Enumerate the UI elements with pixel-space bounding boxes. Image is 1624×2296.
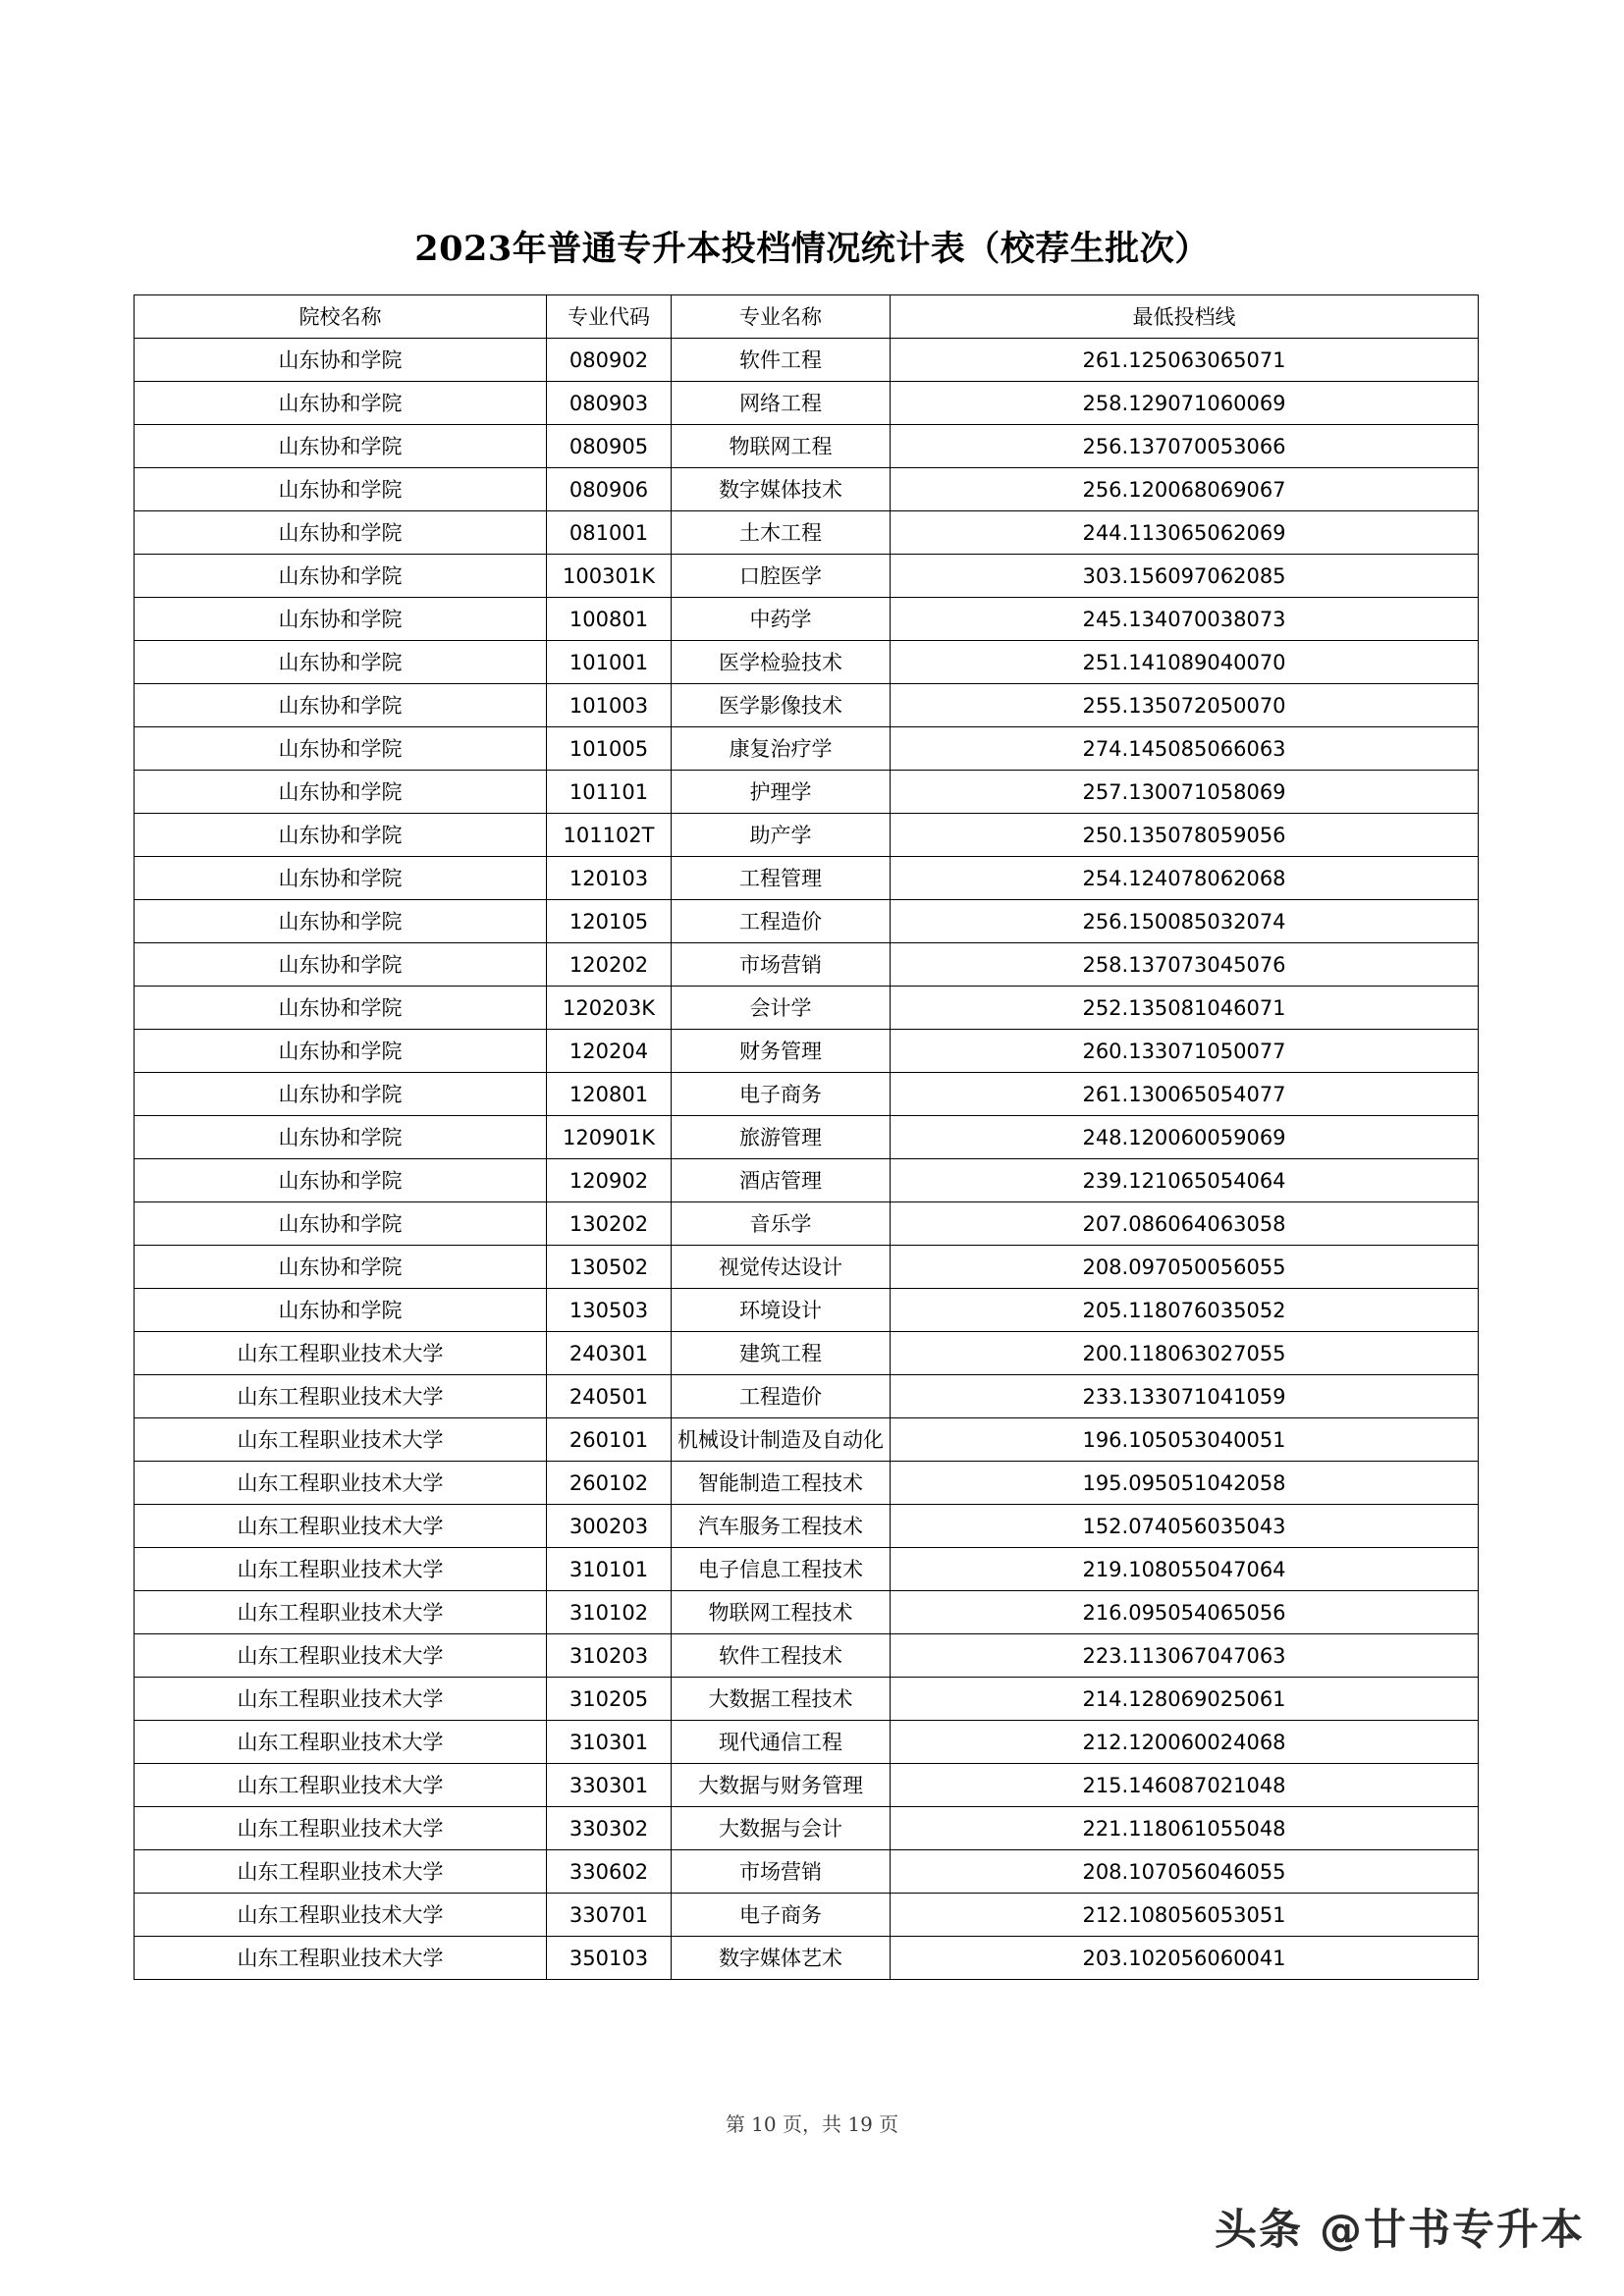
cell-school-name: 山东协和学院 xyxy=(135,641,547,684)
cell-min-score: 195.095051042058 xyxy=(891,1462,1479,1505)
cell-major-name: 土木工程 xyxy=(672,511,891,555)
cell-min-score: 245.134070038073 xyxy=(891,598,1479,641)
cell-major-code: 330701 xyxy=(547,1894,672,1937)
cell-min-score: 255.135072050070 xyxy=(891,684,1479,727)
cell-major-name: 大数据工程技术 xyxy=(672,1678,891,1721)
table-row xyxy=(135,468,1479,511)
cell-major-name: 数字媒体技术 xyxy=(672,468,891,511)
admission-score-table xyxy=(134,294,1479,1980)
cell-school-name: 山东协和学院 xyxy=(135,1030,547,1073)
cell-school-name: 山东协和学院 xyxy=(135,814,547,857)
cell-min-score: 274.145085066063 xyxy=(891,727,1479,771)
table-row xyxy=(135,684,1479,727)
table-row xyxy=(135,1548,1479,1591)
cell-major-code: 330302 xyxy=(547,1807,672,1850)
cell-school-name: 山东协和学院 xyxy=(135,857,547,900)
page-title: 2023年普通专升本投档情况统计表（校荐生批次） xyxy=(414,229,1210,269)
cell-min-score: 257.130071058069 xyxy=(891,771,1479,814)
cell-major-code: 080903 xyxy=(547,382,672,425)
cell-major-code: 120801 xyxy=(547,1073,672,1116)
table-row xyxy=(135,598,1479,641)
cell-min-score: 214.128069025061 xyxy=(891,1678,1479,1721)
cell-min-score: 244.113065062069 xyxy=(891,511,1479,555)
cell-major-name: 机械设计制造及自动化 xyxy=(672,1418,891,1462)
cell-major-name: 视觉传达设计 xyxy=(672,1246,891,1289)
column-header-school: 院校名称 xyxy=(135,295,547,339)
cell-major-code: 080906 xyxy=(547,468,672,511)
cell-major-code: 120901K xyxy=(547,1116,672,1159)
cell-major-code: 100301K xyxy=(547,555,672,598)
cell-major-code: 350103 xyxy=(547,1937,672,1980)
cell-major-name: 助产学 xyxy=(672,814,891,857)
cell-school-name: 山东工程职业技术大学 xyxy=(135,1937,547,1980)
cell-school-name: 山东协和学院 xyxy=(135,1116,547,1159)
cell-major-name: 市场营销 xyxy=(672,943,891,987)
cell-school-name: 山东协和学院 xyxy=(135,771,547,814)
cell-min-score: 208.107056046055 xyxy=(891,1850,1479,1894)
table-row xyxy=(135,1246,1479,1289)
table-row xyxy=(135,1202,1479,1246)
table-row xyxy=(135,1894,1479,1937)
cell-major-name: 财务管理 xyxy=(672,1030,891,1073)
cell-school-name: 山东协和学院 xyxy=(135,425,547,468)
cell-major-code: 120202 xyxy=(547,943,672,987)
table-row xyxy=(135,1634,1479,1678)
cell-school-name: 山东工程职业技术大学 xyxy=(135,1462,547,1505)
cell-major-name: 数字媒体艺术 xyxy=(672,1937,891,1980)
watermark-label: 头条 @廿书专升本 xyxy=(1215,2206,1585,2255)
cell-major-code: 300203 xyxy=(547,1505,672,1548)
cell-min-score: 248.120060059069 xyxy=(891,1116,1479,1159)
cell-min-score: 256.120068069067 xyxy=(891,468,1479,511)
cell-major-code: 260101 xyxy=(547,1418,672,1462)
cell-min-score: 207.086064063058 xyxy=(891,1202,1479,1246)
cell-school-name: 山东协和学院 xyxy=(135,1159,547,1202)
cell-major-name: 工程管理 xyxy=(672,857,891,900)
cell-major-name: 口腔医学 xyxy=(672,555,891,598)
table-row xyxy=(135,1505,1479,1548)
table-row xyxy=(135,1289,1479,1332)
cell-major-code: 240501 xyxy=(547,1375,672,1418)
admission-table-container xyxy=(134,294,1478,1980)
cell-major-name: 智能制造工程技术 xyxy=(672,1462,891,1505)
cell-min-score: 152.074056035043 xyxy=(891,1505,1479,1548)
table-row xyxy=(135,771,1479,814)
cell-major-name: 中药学 xyxy=(672,598,891,641)
cell-major-code: 101001 xyxy=(547,641,672,684)
cell-min-score: 260.133071050077 xyxy=(891,1030,1479,1073)
cell-major-code: 310301 xyxy=(547,1721,672,1764)
table-row xyxy=(135,1678,1479,1721)
cell-major-name: 汽车服务工程技术 xyxy=(672,1505,891,1548)
cell-major-name: 护理学 xyxy=(672,771,891,814)
cell-major-code: 310205 xyxy=(547,1678,672,1721)
cell-major-code: 310203 xyxy=(547,1634,672,1678)
table-row xyxy=(135,727,1479,771)
cell-school-name: 山东协和学院 xyxy=(135,684,547,727)
cell-school-name: 山东工程职业技术大学 xyxy=(135,1634,547,1678)
cell-min-score: 233.133071041059 xyxy=(891,1375,1479,1418)
cell-school-name: 山东工程职业技术大学 xyxy=(135,1721,547,1764)
cell-major-name: 康复治疗学 xyxy=(672,727,891,771)
column-header-min-score: 最低投档线 xyxy=(891,295,1479,339)
cell-min-score: 216.095054065056 xyxy=(891,1591,1479,1634)
cell-major-code: 310102 xyxy=(547,1591,672,1634)
table-row xyxy=(135,1462,1479,1505)
table-row xyxy=(135,339,1479,382)
cell-major-code: 130503 xyxy=(547,1289,672,1332)
cell-school-name: 山东协和学院 xyxy=(135,943,547,987)
cell-school-name: 山东协和学院 xyxy=(135,339,547,382)
cell-min-score: 212.120060024068 xyxy=(891,1721,1479,1764)
cell-major-name: 环境设计 xyxy=(672,1289,891,1332)
cell-major-code: 130202 xyxy=(547,1202,672,1246)
cell-min-score: 261.125063065071 xyxy=(891,339,1479,382)
cell-major-name: 市场营销 xyxy=(672,1850,891,1894)
cell-school-name: 山东协和学院 xyxy=(135,727,547,771)
cell-min-score: 303.156097062085 xyxy=(891,555,1479,598)
cell-major-code: 101101 xyxy=(547,771,672,814)
cell-min-score: 258.137073045076 xyxy=(891,943,1479,987)
cell-min-score: 258.129071060069 xyxy=(891,382,1479,425)
table-header xyxy=(135,295,1479,339)
cell-min-score: 239.121065054064 xyxy=(891,1159,1479,1202)
table-row xyxy=(135,425,1479,468)
cell-major-code: 101102T xyxy=(547,814,672,857)
cell-school-name: 山东工程职业技术大学 xyxy=(135,1764,547,1807)
cell-school-name: 山东工程职业技术大学 xyxy=(135,1678,547,1721)
cell-major-code: 260102 xyxy=(547,1462,672,1505)
cell-major-code: 330301 xyxy=(547,1764,672,1807)
table-row xyxy=(135,1721,1479,1764)
cell-min-score: 200.118063027055 xyxy=(891,1332,1479,1375)
cell-major-code: 120902 xyxy=(547,1159,672,1202)
table-row xyxy=(135,900,1479,943)
table-header-row xyxy=(135,295,1479,339)
cell-major-code: 240301 xyxy=(547,1332,672,1375)
cell-major-name: 旅游管理 xyxy=(672,1116,891,1159)
cell-major-name: 电子信息工程技术 xyxy=(672,1548,891,1591)
cell-major-code: 101003 xyxy=(547,684,672,727)
cell-school-name: 山东协和学院 xyxy=(135,987,547,1030)
table-row xyxy=(135,1030,1479,1073)
cell-major-name: 电子商务 xyxy=(672,1894,891,1937)
cell-major-name: 酒店管理 xyxy=(672,1159,891,1202)
cell-major-code: 081001 xyxy=(547,511,672,555)
table-row xyxy=(135,943,1479,987)
table-row xyxy=(135,382,1479,425)
table-row xyxy=(135,1764,1479,1807)
cell-school-name: 山东工程职业技术大学 xyxy=(135,1418,547,1462)
cell-major-code: 120204 xyxy=(547,1030,672,1073)
cell-major-code: 100801 xyxy=(547,598,672,641)
cell-school-name: 山东协和学院 xyxy=(135,511,547,555)
cell-major-name: 大数据与财务管理 xyxy=(672,1764,891,1807)
cell-major-name: 软件工程技术 xyxy=(672,1634,891,1678)
cell-school-name: 山东工程职业技术大学 xyxy=(135,1807,547,1850)
table-row xyxy=(135,1850,1479,1894)
cell-min-score: 212.108056053051 xyxy=(891,1894,1479,1937)
table-row xyxy=(135,641,1479,684)
cell-min-score: 251.141089040070 xyxy=(891,641,1479,684)
cell-min-score: 252.135081046071 xyxy=(891,987,1479,1030)
cell-school-name: 山东协和学院 xyxy=(135,555,547,598)
cell-school-name: 山东工程职业技术大学 xyxy=(135,1850,547,1894)
cell-major-code: 120105 xyxy=(547,900,672,943)
cell-school-name: 山东协和学院 xyxy=(135,598,547,641)
cell-school-name: 山东协和学院 xyxy=(135,1246,547,1289)
cell-school-name: 山东协和学院 xyxy=(135,1073,547,1116)
cell-major-code: 310101 xyxy=(547,1548,672,1591)
cell-school-name: 山东工程职业技术大学 xyxy=(135,1332,547,1375)
cell-major-name: 工程造价 xyxy=(672,900,891,943)
table-body xyxy=(135,339,1479,1980)
cell-major-name: 会计学 xyxy=(672,987,891,1030)
cell-major-name: 网络工程 xyxy=(672,382,891,425)
cell-major-code: 080905 xyxy=(547,425,672,468)
cell-min-score: 223.113067047063 xyxy=(891,1634,1479,1678)
cell-major-name: 大数据与会计 xyxy=(672,1807,891,1850)
cell-school-name: 山东协和学院 xyxy=(135,1289,547,1332)
cell-major-code: 130502 xyxy=(547,1246,672,1289)
cell-min-score: 196.105053040051 xyxy=(891,1418,1479,1462)
table-row xyxy=(135,1937,1479,1980)
table-row xyxy=(135,1332,1479,1375)
cell-min-score: 254.124078062068 xyxy=(891,857,1479,900)
cell-school-name: 山东工程职业技术大学 xyxy=(135,1505,547,1548)
cell-major-code: 120103 xyxy=(547,857,672,900)
table-row xyxy=(135,1073,1479,1116)
table-row xyxy=(135,1116,1479,1159)
cell-min-score: 219.108055047064 xyxy=(891,1548,1479,1591)
cell-major-name: 物联网工程 xyxy=(672,425,891,468)
cell-min-score: 208.097050056055 xyxy=(891,1246,1479,1289)
cell-school-name: 山东工程职业技术大学 xyxy=(135,1894,547,1937)
column-header-major-name: 专业名称 xyxy=(672,295,891,339)
cell-major-name: 建筑工程 xyxy=(672,1332,891,1375)
cell-min-score: 256.150085032074 xyxy=(891,900,1479,943)
table-row xyxy=(135,987,1479,1030)
cell-major-code: 080902 xyxy=(547,339,672,382)
cell-min-score: 203.102056060041 xyxy=(891,1937,1479,1980)
cell-major-name: 物联网工程技术 xyxy=(672,1591,891,1634)
cell-min-score: 221.118061055048 xyxy=(891,1807,1479,1850)
table-row xyxy=(135,1159,1479,1202)
cell-school-name: 山东工程职业技术大学 xyxy=(135,1375,547,1418)
cell-min-score: 250.135078059056 xyxy=(891,814,1479,857)
cell-major-code: 101005 xyxy=(547,727,672,771)
cell-major-code: 120203K xyxy=(547,987,672,1030)
cell-major-name: 软件工程 xyxy=(672,339,891,382)
page-number-footer: 第 10 页，共 19 页 xyxy=(725,2112,899,2136)
cell-school-name: 山东协和学院 xyxy=(135,1202,547,1246)
table-row xyxy=(135,857,1479,900)
cell-school-name: 山东协和学院 xyxy=(135,900,547,943)
cell-school-name: 山东协和学院 xyxy=(135,468,547,511)
cell-min-score: 256.137070053066 xyxy=(891,425,1479,468)
cell-min-score: 205.118076035052 xyxy=(891,1289,1479,1332)
table-row xyxy=(135,814,1479,857)
table-row xyxy=(135,1418,1479,1462)
cell-school-name: 山东工程职业技术大学 xyxy=(135,1591,547,1634)
cell-major-code: 330602 xyxy=(547,1850,672,1894)
table-row xyxy=(135,1807,1479,1850)
cell-school-name: 山东协和学院 xyxy=(135,382,547,425)
table-row xyxy=(135,555,1479,598)
cell-major-name: 音乐学 xyxy=(672,1202,891,1246)
cell-major-name: 医学检验技术 xyxy=(672,641,891,684)
cell-school-name: 山东工程职业技术大学 xyxy=(135,1548,547,1591)
cell-major-name: 工程造价 xyxy=(672,1375,891,1418)
cell-major-name: 电子商务 xyxy=(672,1073,891,1116)
cell-min-score: 215.146087021048 xyxy=(891,1764,1479,1807)
cell-major-name: 医学影像技术 xyxy=(672,684,891,727)
table-row xyxy=(135,511,1479,555)
cell-min-score: 261.130065054077 xyxy=(891,1073,1479,1116)
column-header-major-code: 专业代码 xyxy=(547,295,672,339)
table-row xyxy=(135,1375,1479,1418)
cell-major-name: 现代通信工程 xyxy=(672,1721,891,1764)
table-row xyxy=(135,1591,1479,1634)
